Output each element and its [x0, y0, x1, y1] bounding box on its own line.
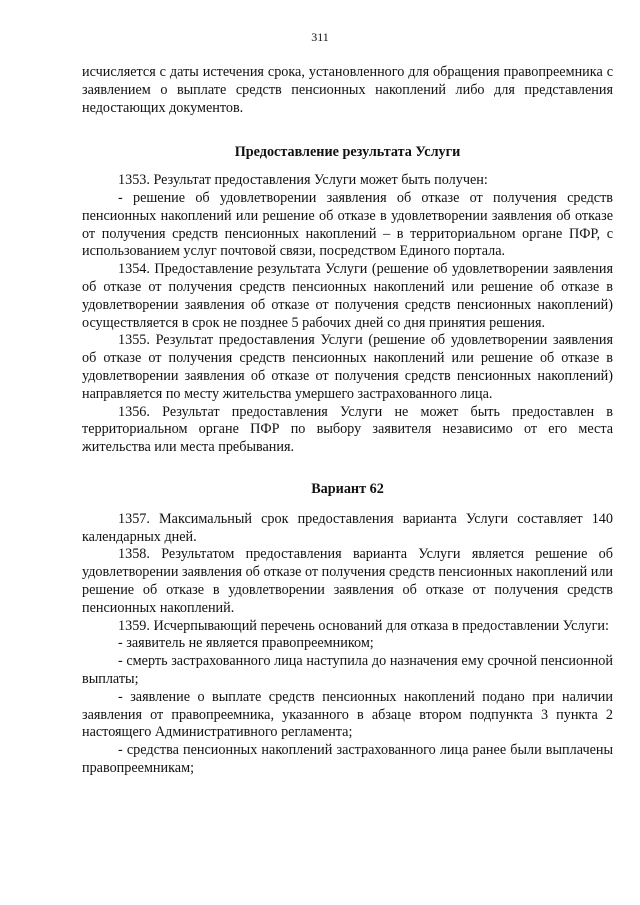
paragraph-1357: 1357. Максимальный срок предоставления варианта Услуги составляет 140 календарных дней. [82, 510, 613, 545]
intro-paragraph: исчисляется с даты истечения срока, установленного для обращения правопреемника с заявлением о выплате средств пенсионных накоплений либо для представления недостающих документов. [82, 64, 613, 116]
list-item: - заявление о выплате средств пенсионных накоплений подано при наличии заявления от правопреемника, указанного в абзаце втором подпункта 3 пункта 2 настоящего Административного регламента; [82, 688, 613, 741]
paragraph-1356: 1356. Результат предоставления Услуги не может быть предоставлен в территориальном органе ПФР по выбору заявителя независимо от его места жительства или места пребывания. [82, 403, 613, 456]
list-item: - заявитель не является правопреемником; [118, 635, 374, 652]
section-heading-variant-62: Вариант 62 [311, 480, 384, 497]
section-heading-result: Предоставление результата Услуги [234, 144, 461, 161]
paragraph-1353: 1353. Результат предоставления Услуги может быть получен: [118, 172, 488, 189]
paragraph-1355: 1355. Результат предоставления Услуги (решение об удовлетворении заявления об отказе от получения средств пенсионных накоплений или решение об отказе в удовлетворении заявления об отказе от получения средств пенсионных накоплений) направляется по месту жительства умершего застрахованного лица. [82, 332, 613, 402]
document-body [82, 64, 613, 778]
page-number: 311 [311, 30, 329, 44]
list-item: - смерть застрахованного лица наступила до назначения ему срочной пенсионной выплаты; [82, 653, 613, 687]
list-item: - средства пенсионных накоплений застрахованного лица ранее были выплачены правопреемникам; [82, 742, 613, 776]
paragraph-1358: 1358. Результатом предоставления варианта Услуги является решение об удовлетворении заявления об отказе от получения средств пенсионных накоплений или решение об отказе в удовлетворении заявления об отказе от получения средств пенсионных накоплений. [82, 546, 613, 616]
paragraph-1359: 1359. Исчерпывающий перечень оснований для отказа в предоставлении Услуги: [118, 617, 609, 634]
paragraph-1354: 1354. Предоставление результата Услуги (решение об удовлетворении заявления об отказе от получения средств пенсионных накоплений или решение об отказе в удовлетворении заявления об отказе от получения средств пенсионных накоплений) осуществляется в срок не позднее 5 рабочих дней со дня принятия решения. [82, 261, 613, 331]
paragraph-1353-item: - решение об удовлетворении заявления об отказе от получения средств пенсионных накоплений или решение об отказе в удовлетворении заявления об отказе от получения средств пенсионных накоплений – в территориальном органе ПФР, с использованием услуг почтовой связи, посредством Единого портала. [82, 189, 613, 260]
